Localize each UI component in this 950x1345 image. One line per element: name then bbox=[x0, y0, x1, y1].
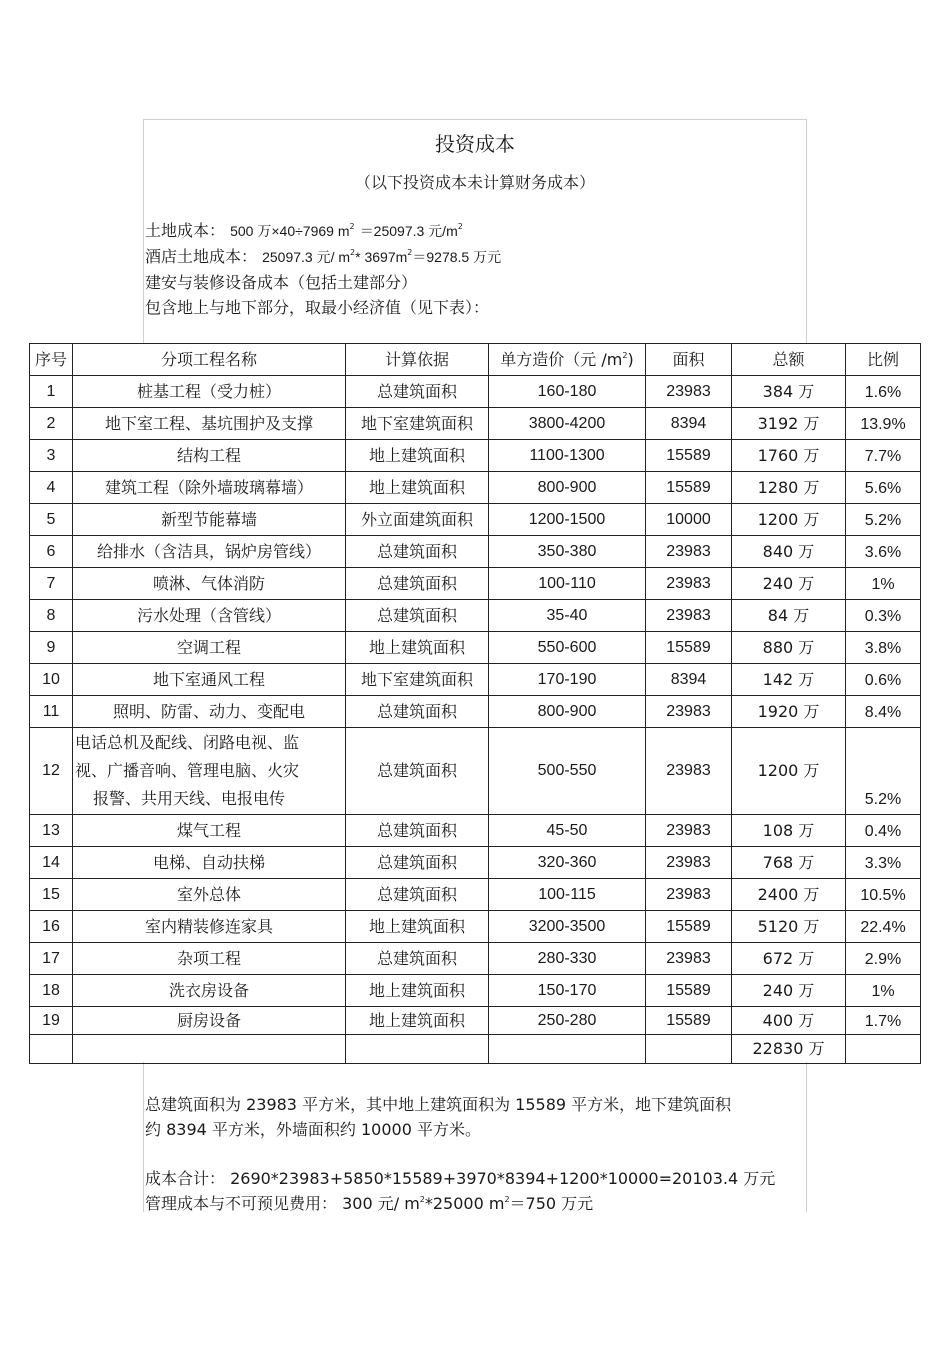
empty-cell bbox=[73, 1035, 346, 1064]
cell-price: 350-380 bbox=[489, 536, 646, 568]
cell-area: 15589 bbox=[646, 472, 732, 504]
cell-area: 23983 bbox=[646, 728, 732, 815]
land-cost-label: 土地成本： bbox=[145, 221, 226, 240]
header-price: 单方造价（元 $/m^2$) bbox=[489, 344, 646, 376]
table-row bbox=[30, 975, 921, 1007]
cell-basis: 地上建筑面积 bbox=[346, 975, 489, 1007]
cell-name: 空调工程 bbox=[73, 632, 346, 664]
cell-total: 384 万 bbox=[732, 376, 846, 408]
cell-area: 15589 bbox=[646, 975, 732, 1007]
cell-no: 18 bbox=[30, 975, 73, 1007]
superscript-2: 2 bbox=[350, 248, 356, 257]
cell-total: 84 万 bbox=[732, 600, 846, 632]
cell-area: 23983 bbox=[646, 568, 732, 600]
cell-basis: 地上建筑面积 bbox=[346, 632, 489, 664]
cell-ratio: 10.5% bbox=[846, 879, 921, 911]
cell-name: 桩基工程（受力桩） bbox=[73, 376, 346, 408]
table-total-row bbox=[30, 1035, 921, 1064]
cell-basis: 总建筑面积 bbox=[346, 376, 489, 408]
cell-total: 3192 万 bbox=[732, 408, 846, 440]
cell-ratio: 0.4% bbox=[846, 815, 921, 847]
cell-ratio: 13.9% bbox=[846, 408, 921, 440]
cell-total: 840 万 bbox=[732, 536, 846, 568]
cell-no: 5 bbox=[30, 504, 73, 536]
cell-area: 23983 bbox=[646, 696, 732, 728]
header-no: 序号 bbox=[30, 344, 73, 376]
cell-name: 地下室通风工程 bbox=[73, 664, 346, 696]
superscript-2: 2 bbox=[504, 1195, 510, 1204]
cell-basis: 总建筑面积 bbox=[346, 696, 489, 728]
land-cost-line bbox=[145, 218, 463, 241]
cell-price: 100-115 bbox=[489, 879, 646, 911]
cell-name: 煤气工程 bbox=[73, 815, 346, 847]
cell-price: 35-40 bbox=[489, 600, 646, 632]
cell-ratio: 5.2% bbox=[846, 504, 921, 536]
cell-ratio: 0.3% bbox=[846, 600, 921, 632]
table-row bbox=[30, 440, 921, 472]
cell-total: 142 万 bbox=[732, 664, 846, 696]
cell-name: 建筑工程（除外墙玻璃幕墙） bbox=[73, 472, 346, 504]
cell-no: 4 bbox=[30, 472, 73, 504]
cell-ratio: 3.3% bbox=[846, 847, 921, 879]
cell-area: 15589 bbox=[646, 1007, 732, 1035]
cell-area: 23983 bbox=[646, 600, 732, 632]
cell-basis: 总建筑面积 bbox=[346, 536, 489, 568]
mgmt-a: 管理成本与不可预见费用： 300 元/ m bbox=[145, 1194, 420, 1213]
cell-area: 15589 bbox=[646, 440, 732, 472]
cell-basis: 总建筑面积 bbox=[346, 728, 489, 815]
hotel-land-label: 酒店土地成本： bbox=[145, 247, 258, 266]
cell-no: 13 bbox=[30, 815, 73, 847]
table-row bbox=[30, 376, 921, 408]
cell-price: 1200-1500 bbox=[489, 504, 646, 536]
cell-total: 1760 万 bbox=[732, 440, 846, 472]
cell-no: 8 bbox=[30, 600, 73, 632]
cell-name: 新型节能幕墙 bbox=[73, 504, 346, 536]
cell-no: 12 bbox=[30, 728, 73, 815]
cell-total: 400 万 bbox=[732, 1007, 846, 1035]
cell-basis: 总建筑面积 bbox=[346, 943, 489, 975]
scope-line: 包含地上与地下部分，取最小经济值（见下表）： bbox=[145, 298, 490, 317]
mgmt-c: ＝750 万元 bbox=[509, 1194, 594, 1213]
cell-ratio: 3.8% bbox=[846, 632, 921, 664]
area-note-line-2: 约 8394 平方米，外墙面积约 10000 平方米。 bbox=[145, 1120, 481, 1139]
cell-total: 240 万 bbox=[732, 975, 846, 1007]
cell-name bbox=[73, 728, 346, 815]
cell-name: 室内精装修连家具 bbox=[73, 911, 346, 943]
table-row bbox=[30, 1007, 921, 1035]
cell-price: 3800-4200 bbox=[489, 408, 646, 440]
cell-area: 10000 bbox=[646, 504, 732, 536]
cell-no: 10 bbox=[30, 664, 73, 696]
cell-total: 672 万 bbox=[732, 943, 846, 975]
cell-basis: 总建筑面积 bbox=[346, 600, 489, 632]
cell-price: 320-360 bbox=[489, 847, 646, 879]
hotel-land-result: ＝9278.5 万元 bbox=[412, 249, 502, 265]
cell-no: 1 bbox=[30, 376, 73, 408]
table-row bbox=[30, 504, 921, 536]
cell-no: 16 bbox=[30, 911, 73, 943]
construction-line: 建安与装修设备成本（包括土建部分） bbox=[145, 273, 418, 292]
cell-name-line: 视、广播音响、管理电脑、火灾 bbox=[75, 761, 300, 780]
cell-no: 7 bbox=[30, 568, 73, 600]
cell-price: 500-550 bbox=[489, 728, 646, 815]
land-cost-formula: 500 万×40÷7969 m bbox=[230, 223, 350, 239]
cell-total: 880 万 bbox=[732, 632, 846, 664]
header-basis: 计算依据 bbox=[346, 344, 489, 376]
cell-basis: 地下室建筑面积 bbox=[346, 664, 489, 696]
table-row bbox=[30, 664, 921, 696]
superscript-2: 2 bbox=[419, 1195, 425, 1204]
cell-no: 2 bbox=[30, 408, 73, 440]
table-row bbox=[30, 728, 921, 815]
table-header-row bbox=[30, 344, 921, 376]
cell-total: 1280 万 bbox=[732, 472, 846, 504]
cell-ratio: 8.4% bbox=[846, 696, 921, 728]
cell-total: 108 万 bbox=[732, 815, 846, 847]
empty-cell bbox=[846, 1035, 921, 1064]
cell-price: 3200-3500 bbox=[489, 911, 646, 943]
cell-price: 250-280 bbox=[489, 1007, 646, 1035]
cell-total: 768 万 bbox=[732, 847, 846, 879]
empty-cell bbox=[489, 1035, 646, 1064]
cell-basis: 总建筑面积 bbox=[346, 847, 489, 879]
empty-cell bbox=[30, 1035, 73, 1064]
cell-name: 洗衣房设备 bbox=[73, 975, 346, 1007]
cell-ratio: 22.4% bbox=[846, 911, 921, 943]
cell-basis: 地上建筑面积 bbox=[346, 472, 489, 504]
header-name: 分项工程名称 bbox=[73, 344, 346, 376]
cell-no: 17 bbox=[30, 943, 73, 975]
cell-ratio: 0.6% bbox=[846, 664, 921, 696]
cell-name: 地下室工程、基坑围护及支撑 bbox=[73, 408, 346, 440]
cell-basis: 地下室建筑面积 bbox=[346, 408, 489, 440]
cell-area: 8394 bbox=[646, 664, 732, 696]
hotel-land-formula-b: * 3697m bbox=[355, 249, 408, 265]
cell-total: 1920 万 bbox=[732, 696, 846, 728]
cell-name: 照明、防雷、动力、变配电 bbox=[73, 696, 346, 728]
superscript-2: 2 bbox=[407, 248, 413, 257]
mgmt-b: *25000 m bbox=[424, 1194, 505, 1213]
cell-basis: 总建筑面积 bbox=[346, 815, 489, 847]
cell-name: 结构工程 bbox=[73, 440, 346, 472]
cell-total: 1200 万 bbox=[732, 504, 846, 536]
cell-name-line: 报警、共用天线、电报电传 bbox=[93, 789, 286, 808]
table-row bbox=[30, 600, 921, 632]
cell-price: 280-330 bbox=[489, 943, 646, 975]
cell-ratio: 1% bbox=[846, 975, 921, 1007]
table-row bbox=[30, 847, 921, 879]
table-row bbox=[30, 632, 921, 664]
cell-area: 23983 bbox=[646, 376, 732, 408]
cell-price: 150-170 bbox=[489, 975, 646, 1007]
superscript-2: 2 bbox=[622, 350, 628, 360]
cell-total: 240 万 bbox=[732, 568, 846, 600]
superscript-2: 2 bbox=[349, 222, 355, 231]
cell-ratio: 2.9% bbox=[846, 943, 921, 975]
cell-ratio: 5.6% bbox=[846, 472, 921, 504]
cell-basis: 地上建筑面积 bbox=[346, 1007, 489, 1035]
cell-ratio: 3.6% bbox=[846, 536, 921, 568]
cell-ratio: 7.7% bbox=[846, 440, 921, 472]
cell-name: 室外总体 bbox=[73, 879, 346, 911]
land-cost-result: ＝25097.3 元/m bbox=[359, 223, 458, 239]
table-row bbox=[30, 879, 921, 911]
cell-basis: 总建筑面积 bbox=[346, 568, 489, 600]
cell-no: 9 bbox=[30, 632, 73, 664]
cell-ratio: 1.7% bbox=[846, 1007, 921, 1035]
cell-basis: 总建筑面积 bbox=[346, 879, 489, 911]
grand-total-cell: 22830 万 bbox=[732, 1035, 846, 1064]
cell-total: 1200 万 bbox=[732, 728, 846, 815]
cost-sum-line: 成本合计： 2690*23983+5850*15589+3970*8394+1200*10000=20103.4 万元 bbox=[145, 1169, 776, 1188]
cell-basis: 外立面建筑面积 bbox=[346, 504, 489, 536]
cell-name: 喷淋、气体消防 bbox=[73, 568, 346, 600]
cell-price: 100-110 bbox=[489, 568, 646, 600]
cost-table bbox=[29, 343, 921, 1064]
cell-price: 160-180 bbox=[489, 376, 646, 408]
hotel-land-formula-a: 25097.3 元/ m bbox=[262, 249, 351, 265]
cell-ratio: 1.6% bbox=[846, 376, 921, 408]
cell-no: 3 bbox=[30, 440, 73, 472]
cell-name: 厨房设备 bbox=[73, 1007, 346, 1035]
cell-no: 11 bbox=[30, 696, 73, 728]
cell-total: 5120 万 bbox=[732, 911, 846, 943]
cell-area: 15589 bbox=[646, 632, 732, 664]
table-row bbox=[30, 568, 921, 600]
table-row bbox=[30, 911, 921, 943]
header-total: 总额 bbox=[732, 344, 846, 376]
cell-price: 1100-1300 bbox=[489, 440, 646, 472]
cell-no: 19 bbox=[30, 1007, 73, 1035]
cell-name: 给排水（含洁具，锅炉房管线） bbox=[73, 536, 346, 568]
cell-no: 15 bbox=[30, 879, 73, 911]
cell-area: 23983 bbox=[646, 943, 732, 975]
cell-name: 杂项工程 bbox=[73, 943, 346, 975]
cell-area: 23983 bbox=[646, 536, 732, 568]
empty-cell bbox=[646, 1035, 732, 1064]
cell-name-line: 电话总机及配线、闭路电视、监 bbox=[75, 733, 300, 752]
cell-name: 污水处理（含管线） bbox=[73, 600, 346, 632]
management-cost-line bbox=[145, 1191, 593, 1214]
cell-area: 23983 bbox=[646, 847, 732, 879]
cell-price: 550-600 bbox=[489, 632, 646, 664]
cell-area: 15589 bbox=[646, 911, 732, 943]
table-row bbox=[30, 943, 921, 975]
document-title: 投资成本 bbox=[435, 132, 515, 156]
table-row bbox=[30, 472, 921, 504]
cell-price: 45-50 bbox=[489, 815, 646, 847]
cell-no: 14 bbox=[30, 847, 73, 879]
header-area: 面积 bbox=[646, 344, 732, 376]
hotel-land-cost-line bbox=[145, 244, 501, 267]
table-row bbox=[30, 408, 921, 440]
area-note-line-1: 总建筑面积为 23983 平方米，其中地上建筑面积为 15589 平方米，地下建筑面积 bbox=[145, 1095, 732, 1114]
header-ratio: 比例 bbox=[846, 344, 921, 376]
cell-no: 6 bbox=[30, 536, 73, 568]
table-row bbox=[30, 536, 921, 568]
table-row bbox=[30, 815, 921, 847]
cell-name: 电梯、自动扶梯 bbox=[73, 847, 346, 879]
cell-price: 800-900 bbox=[489, 472, 646, 504]
cell-basis: 地上建筑面积 bbox=[346, 440, 489, 472]
table-row bbox=[30, 696, 921, 728]
cell-price: 170-190 bbox=[489, 664, 646, 696]
cell-area: 23983 bbox=[646, 815, 732, 847]
cell-area: 23983 bbox=[646, 879, 732, 911]
superscript-2: 2 bbox=[457, 222, 463, 231]
document-subtitle: （以下投资成本未计算财务成本） bbox=[354, 173, 595, 192]
header-price-label: 单方造价（元 /m bbox=[500, 349, 623, 369]
cell-ratio: 5.2% bbox=[846, 728, 921, 815]
cell-area: 8394 bbox=[646, 408, 732, 440]
cell-basis: 地上建筑面积 bbox=[346, 911, 489, 943]
empty-cell bbox=[346, 1035, 489, 1064]
cell-ratio: 1% bbox=[846, 568, 921, 600]
cell-total: 2400 万 bbox=[732, 879, 846, 911]
cell-price: 800-900 bbox=[489, 696, 646, 728]
